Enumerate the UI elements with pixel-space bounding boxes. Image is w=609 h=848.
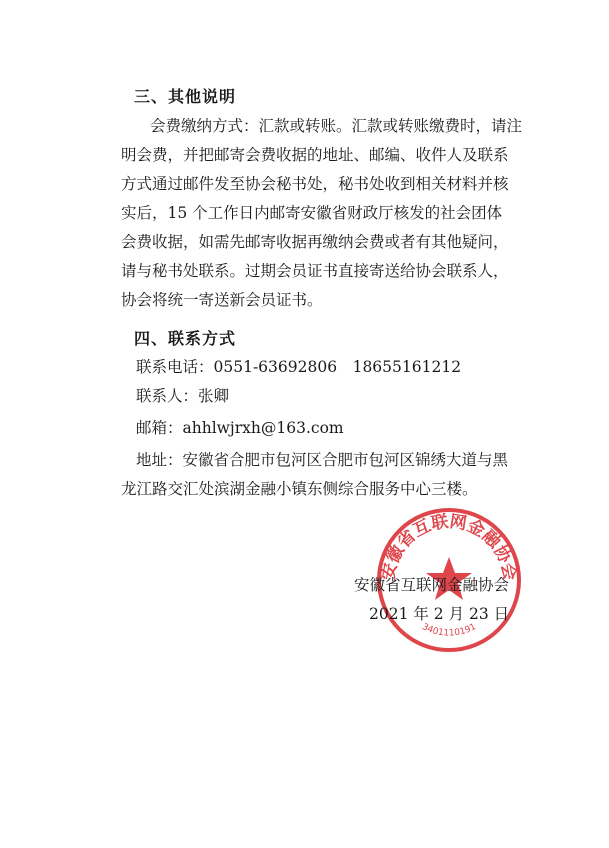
paragraph-line: 会费缴纳方式：汇款或转账。汇款或转账缴费时，请注	[150, 117, 523, 135]
svg-text:3401110191: 3401110191	[420, 622, 478, 639]
section-heading-contact: 四、联系方式	[134, 329, 237, 348]
paragraph-line: 请与秘书处联系。过期会员证书直接寄送给协会联系人，	[121, 262, 509, 280]
paragraph-line: 明会费，并把邮寄会费收据的地址、邮编、收件人及联系	[121, 146, 509, 164]
contact-person: 联系人：张卿	[136, 387, 230, 405]
paragraph-line: 方式通过邮件发至协会秘书处，秘书处收到相关材料并核	[121, 175, 509, 193]
contact-email: 邮箱：ahhlwjrxh@163.com	[136, 419, 344, 437]
paragraph-line: 协会将统一寄送新会员证书。	[121, 291, 323, 309]
contact-address: 地址：安徽省合肥市包河区合肥市包河区锦绣大道与黑	[136, 451, 509, 469]
svg-text:安徽省互联网金融协会: 安徽省互联网金融协会	[378, 511, 520, 582]
contact-address: 龙江路交汇处滨湖金融小镇东侧综合服务中心三楼。	[121, 480, 478, 498]
paragraph-line: 实后，15 个工作日内邮寄安徽省财政厅核发的社会团体	[121, 204, 503, 222]
section-heading-other-notes: 三、其他说明	[134, 87, 237, 106]
contact-phone: 联系电话：0551-63692806 18655161212	[136, 358, 462, 376]
paragraph-line: 会费收据，如需先邮寄收据再缴纳会费或者有其他疑问，	[121, 233, 509, 251]
signature-date: 2021 年 2 月 23 日	[369, 605, 510, 623]
signature-organization: 安徽省互联网金融协会	[354, 576, 510, 594]
